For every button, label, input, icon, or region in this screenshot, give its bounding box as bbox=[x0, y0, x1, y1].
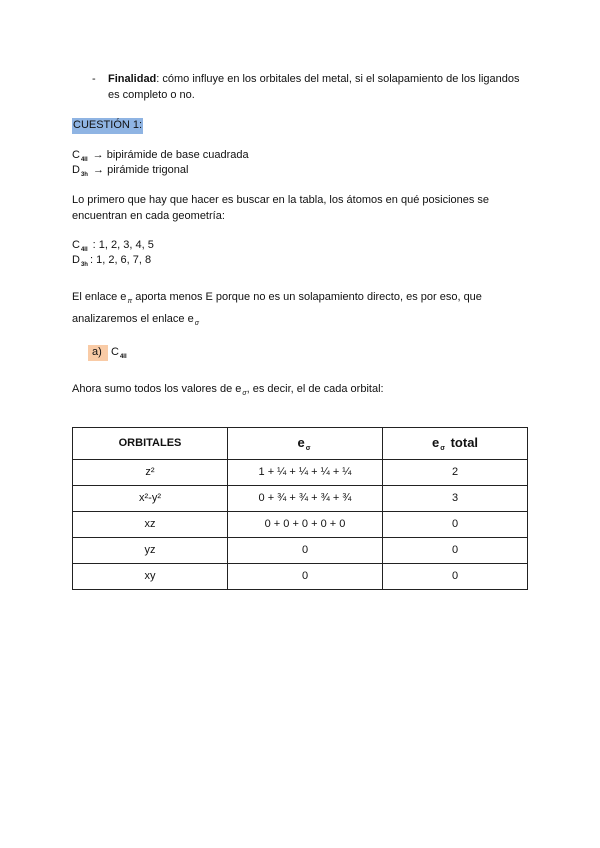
total-cell: 3 bbox=[383, 486, 528, 512]
position-values: 1, 2, 6, 7, 8 bbox=[96, 254, 152, 266]
finalidad-bullet bbox=[108, 72, 528, 104]
values-cell: 0 bbox=[228, 538, 383, 564]
geometry-description: bipirámide de base cuadrada bbox=[106, 149, 249, 161]
header-sigma: σ bbox=[305, 445, 311, 453]
header-orbitales: ORBITALES bbox=[73, 428, 228, 460]
geometry-line-d3h bbox=[72, 163, 188, 179]
geometry-subscript: 4II bbox=[80, 247, 88, 253]
total-cell: 0 bbox=[383, 538, 528, 564]
geometry-line-c4 bbox=[72, 148, 249, 164]
geometry-symbol: C bbox=[72, 149, 80, 161]
pi-subscript: π bbox=[127, 298, 133, 305]
table-row bbox=[73, 512, 528, 538]
sum-text-1: Ahora sumo todos los valores de e bbox=[72, 383, 242, 395]
arrow: → bbox=[89, 164, 108, 176]
values-cell: 1 + ¼ + ¼ + ¼ + ¼ bbox=[228, 460, 383, 486]
header-e: e bbox=[297, 435, 305, 451]
geometry-symbol: D bbox=[72, 164, 80, 176]
enlace-text-2: aporta menos E porque no es un solapamiento directo, es por eso, que analizaremos el enlace e bbox=[72, 291, 482, 325]
header-sigma: σ bbox=[440, 445, 445, 453]
sigma-subscript: σ bbox=[194, 320, 199, 327]
enlace-paragraph bbox=[72, 287, 522, 331]
arrow: → bbox=[89, 149, 107, 161]
total-cell: 2 bbox=[383, 460, 528, 486]
values-cell: 0 bbox=[228, 564, 383, 590]
section-a-label: a) bbox=[88, 345, 108, 361]
geometry-subscript: 3h bbox=[80, 262, 88, 268]
table-row bbox=[73, 538, 528, 564]
finalidad-term: Finalidad bbox=[108, 73, 157, 85]
question-heading: CUESTIÓN 1: bbox=[72, 118, 143, 134]
table-header-row bbox=[73, 428, 528, 460]
geometry-subscript: 4II bbox=[119, 354, 127, 360]
bullet-dash: - bbox=[92, 73, 96, 85]
values-cell: 0 + 0 + 0 + 0 + 0 bbox=[228, 512, 383, 538]
orbital-cell: z² bbox=[73, 460, 228, 486]
total-cell: 0 bbox=[383, 512, 528, 538]
section-a-symbol bbox=[111, 345, 129, 361]
positions-line-d3h bbox=[72, 253, 151, 269]
table-row bbox=[73, 460, 528, 486]
total-cell: 0 bbox=[383, 564, 528, 590]
table-row bbox=[73, 564, 528, 590]
separator: : bbox=[89, 239, 99, 251]
geometry-subscript: 4II bbox=[80, 157, 88, 163]
orbital-cell: xy bbox=[73, 564, 228, 590]
header-total: total bbox=[446, 435, 479, 451]
positions-line-c4 bbox=[72, 238, 154, 254]
orbital-cell: x²-y² bbox=[73, 486, 228, 512]
geometry-symbol: C bbox=[72, 239, 80, 251]
header-e: e bbox=[431, 435, 440, 451]
position-values: 1, 2, 3, 4, 5 bbox=[98, 239, 154, 251]
sum-text-2: , es decir, el de cada orbital: bbox=[246, 383, 384, 395]
geometry-description: pirámide trigonal bbox=[107, 164, 189, 176]
intro-paragraph: Lo primero que hay que hacer es buscar en la tabla, los átomos en qué posiciones se encuentran en cada geometría: bbox=[72, 194, 490, 222]
orbital-cell: yz bbox=[73, 538, 228, 564]
orbitals-table bbox=[72, 427, 528, 590]
geometry-subscript: 3h bbox=[80, 172, 88, 178]
header-e-sigma-total bbox=[383, 428, 528, 460]
separator: : bbox=[89, 254, 97, 266]
values-cell: 0 + ¾ + ¾ + ¾ + ¾ bbox=[228, 486, 383, 512]
finalidad-text: : cómo influye en los orbitales del metal, si el solapamiento de los ligandos es completo o no. bbox=[108, 73, 520, 101]
orbital-cell: xz bbox=[73, 512, 228, 538]
table-row bbox=[73, 486, 528, 512]
geometry-symbol: D bbox=[72, 254, 80, 266]
enlace-text-1: El enlace e bbox=[72, 291, 127, 303]
sigma-subscript: σ bbox=[242, 390, 247, 397]
sum-line bbox=[72, 382, 384, 398]
geometry-symbol: C bbox=[111, 346, 119, 358]
header-e-sigma bbox=[228, 428, 383, 460]
